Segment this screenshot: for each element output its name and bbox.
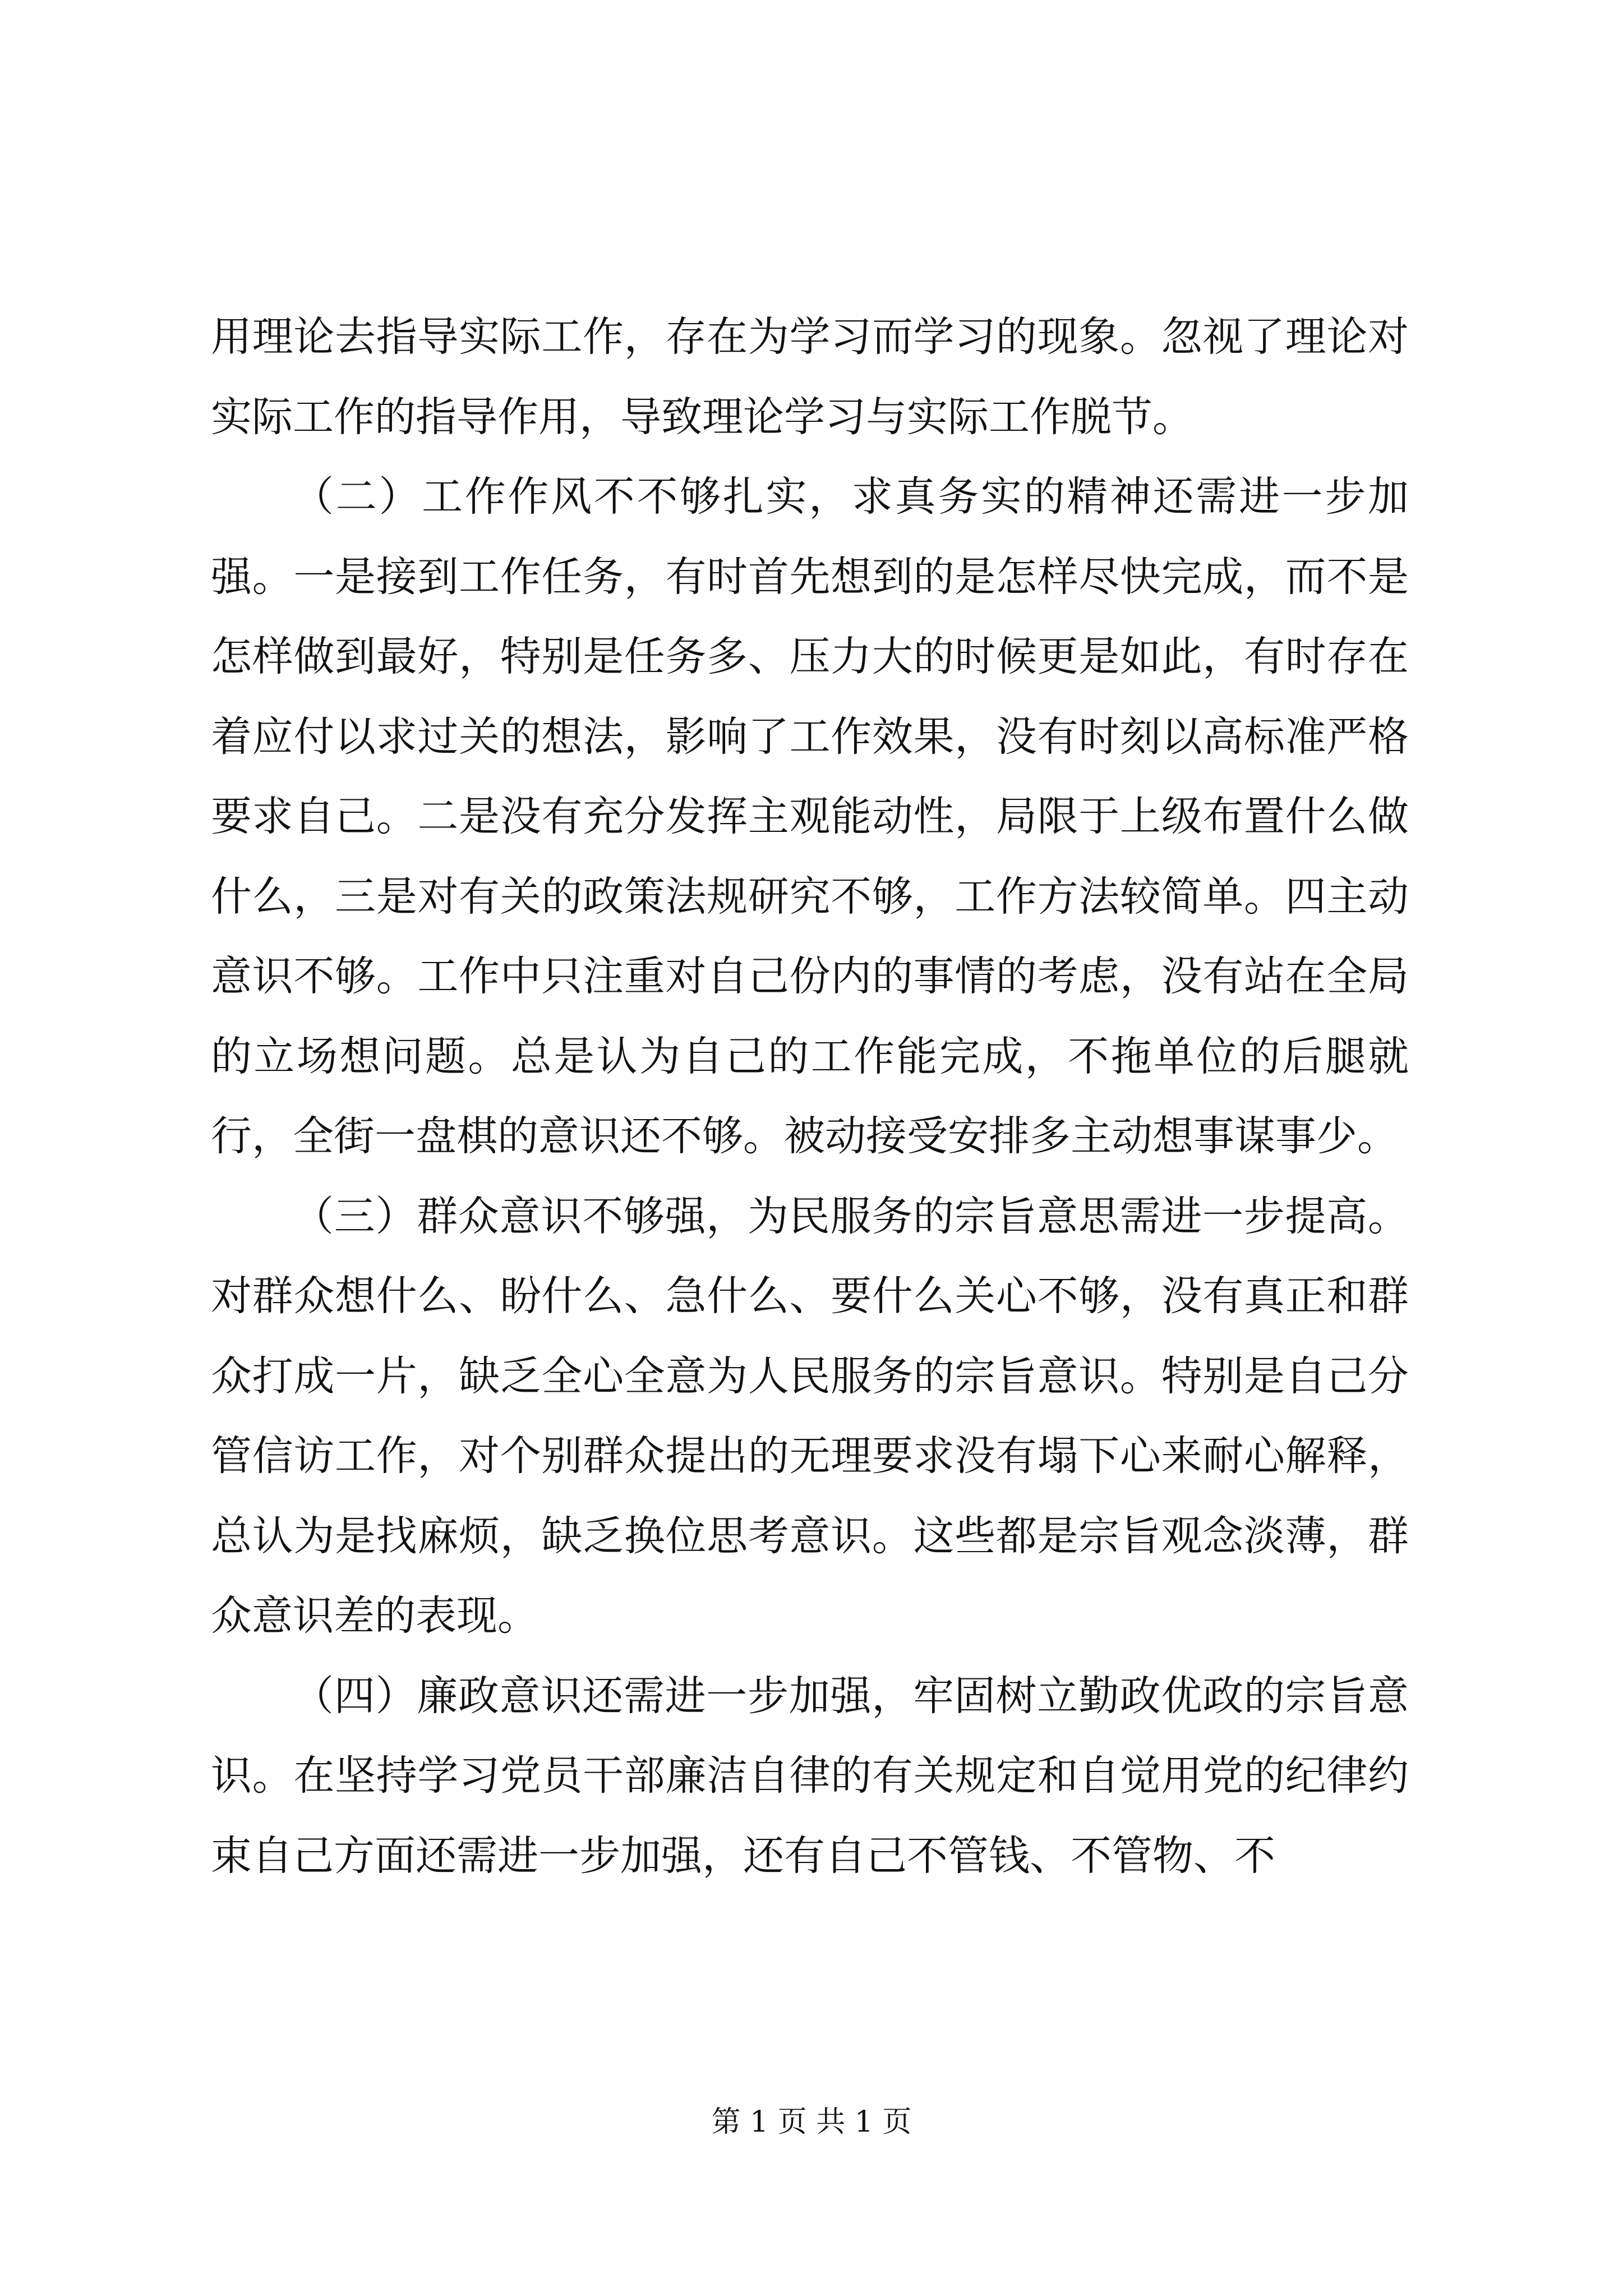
page-footer: 第 1 页 共 1 页 <box>711 2105 912 2139</box>
paragraph-mass-awareness: （三）群众意识不够强，为民服务的宗旨意思需进一步提高。对群众想什么、盼什么、急什么、要什么关心不够，没有真正和群众打成一片，缺乏全心全意为人民服务的宗旨意识。特别是自己分管信访工作，对个别群众提出的无理要求没有塌下心来耐心解释，总认为是找麻烦，缺乏换位思考意识。这些都是宗旨观念淡薄，群众意识差的表现。 <box>211 1192 1409 1640</box>
paragraph-continuation: 用理论去指导实际工作，存在为学习而学习的现象。忽视了理论对实际工作的指导作用，导致理论学习与实际工作脱节。 <box>211 313 1409 441</box>
document-body <box>211 297 1409 1896</box>
paragraph-integrity-awareness: （四）廉政意识还需进一步加强，牢固树立勤政优政的宗旨意识。在坚持学习党员干部廉洁自律的有关规定和自觉用党的纪律约束自己方面还需进一步加强，还有自己不管钱、不管物、不 <box>211 1672 1409 1880</box>
paragraph-work-style: （二）工作作风不不够扎实，求真务实的精神还需进一步加强。一是接到工作任务，有时首先想到的是怎样尽快完成，而不是怎样做到最好，特别是任务多、压力大的时候更是如此，有时存在着应付以求过关的想法，影响了工作效果，没有时刻以高标准严格要求自己。二是没有充分发挥主观能动性，局限于上级布置什么做什么，三是对有关的政策法规研究不够，工作方法较简单。四主动意识不够。工作中只注重对自己份内的事情的考虑，没有站在全局的立场想问题。总是认为自己的工作能完成，不拖单位的后腿就行，全街一盘棋的意识还不够。被动接受安排多主动想事谋事少。 <box>211 473 1409 1160</box>
